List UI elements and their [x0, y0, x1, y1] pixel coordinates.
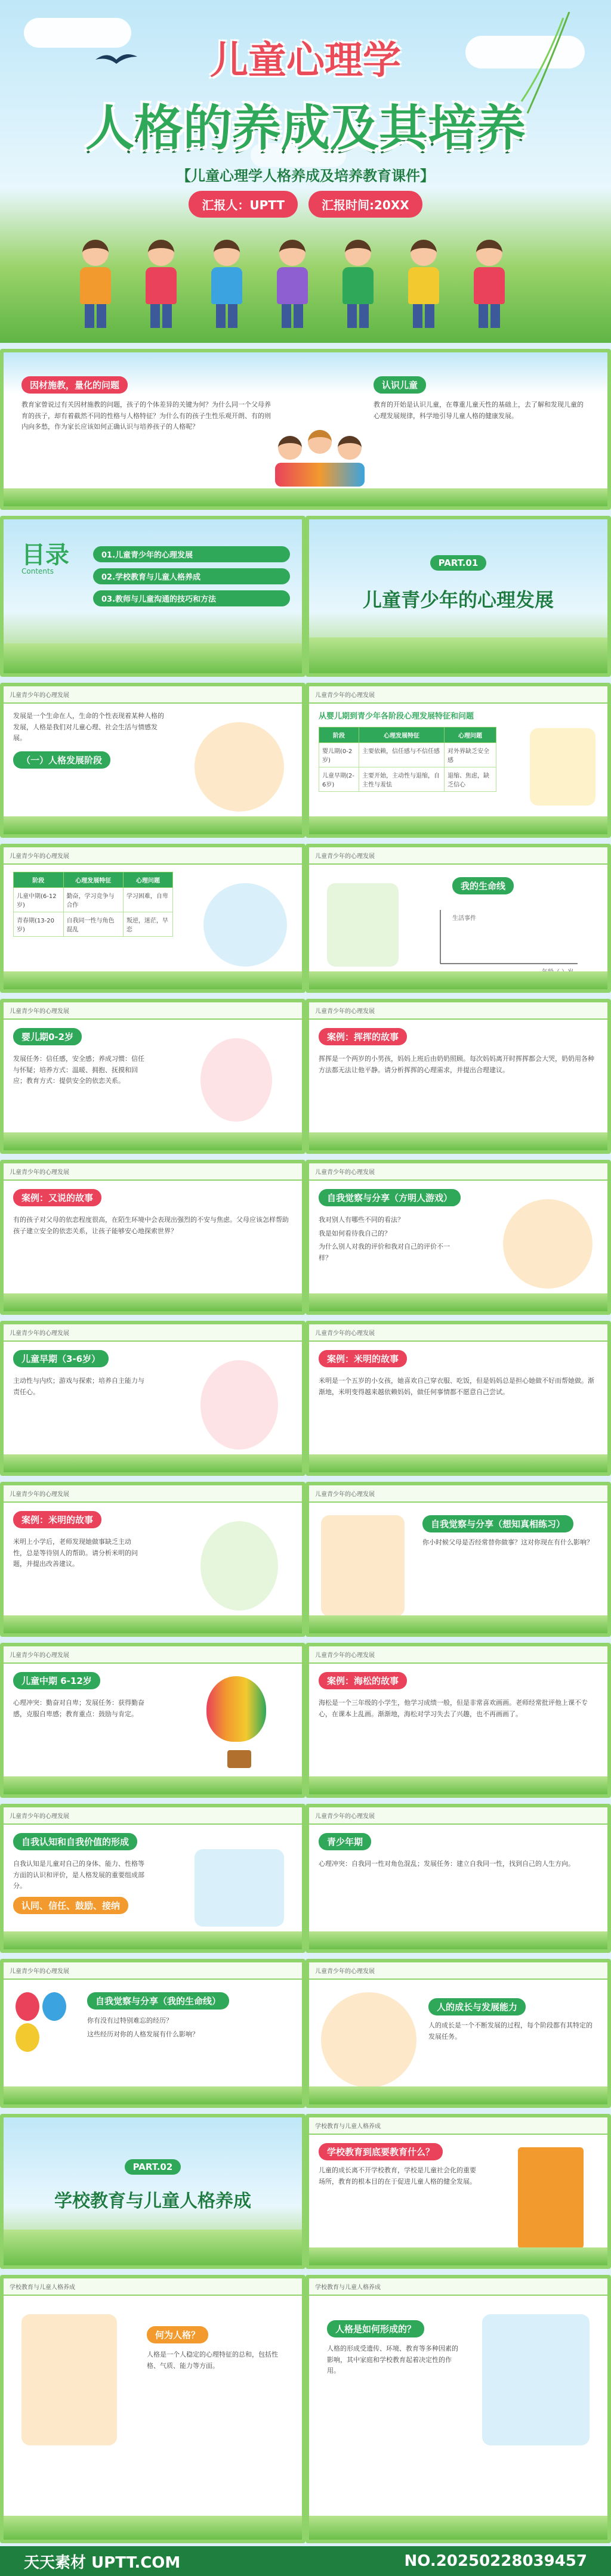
boy-books-illustration [503, 1199, 593, 1289]
s11-right-badge: 人的成长与发展能力 [428, 1998, 526, 2015]
s11-q1: 你有没有过特别难忘的经历？ [87, 2017, 172, 2024]
s6-q1: 我对别人有哪些不同的看法？ [319, 1216, 404, 1224]
hero-title-1: 儿童心理学 [210, 39, 401, 83]
lifeline-legend: 生活事件 [452, 915, 476, 922]
s11-badge: 自我觉察与分享（我的生命线） [87, 1992, 229, 2010]
hero-title-2: 人格的养成及其培养 [85, 100, 526, 157]
s13-right-text: 人格的形成受遗传、环境、教育等多种因素的影响，其中家庭和学校教育起着决定性的作用。 [327, 2345, 458, 2375]
s7-badge: 儿童早期（3-6岁） [13, 1350, 109, 1367]
stage-table-2: 阶段 心理发展特征 心理问题 儿童中期(6-12岁) 勤奋，学习竞争与合作 学习困难，自卑 青春期(13-20岁) 自我同一性与角色混乱 叛逆，迷茫，早恋 [13, 872, 173, 937]
slide-header: 学校教育与儿童人格养成 [309, 2278, 607, 2296]
slide-header: 儿童青少年的心理发展 [4, 1646, 302, 1664]
toc-item-3[interactable]: 03.教师与儿童沟通的技巧和方法 [93, 590, 290, 606]
s8-right-text: 你小时候父母是否经常替你做事？这对你现在有什么影响？ [422, 1538, 593, 1546]
hero-cover [0, 0, 611, 343]
slide-header: 儿童青少年的心理发展 [309, 1163, 607, 1181]
slide-10-right [306, 1804, 611, 1953]
kids-illustration [78, 227, 531, 328]
footer-watermark [0, 2546, 611, 2576]
toc-title: 目录 [21, 541, 69, 569]
s6-right-badge: 自我觉察与分享（方明人游戏） [319, 1189, 461, 1206]
baby-illustration [200, 1038, 272, 1122]
s12-right-text: 儿童的成长离不开学校教育，学校是儿童社会化的重要场所，教育的根本目的在于促进儿童人格的健全发展。 [319, 2166, 476, 2185]
s5-badge: 婴儿期0-2岁 [13, 1028, 82, 1045]
part2-label: PART.02 [125, 2159, 181, 2175]
lifeline-title: 我的生命线 [452, 877, 514, 894]
s6-q2: 我是如何看待我自己的？ [319, 1229, 391, 1237]
s3-left-badge: （一）人格发展阶段 [13, 751, 110, 769]
globe-kids-illustration [327, 883, 399, 967]
s9-badge: 儿童中期 6-12岁 [13, 1672, 100, 1689]
s6-badge: 案例：又说的故事 [13, 1189, 101, 1206]
stage-table [319, 727, 496, 792]
s9-right-badge: 案例：海松的故事 [319, 1672, 407, 1689]
part1-label: PART.01 [430, 555, 487, 571]
slide-header: 儿童青少年的心理发展 [4, 1324, 302, 1342]
s11-q2: 这些经历对你的人格发展有什么影响？ [87, 2030, 199, 2038]
s3-left-text: 发展是一个生命在人，生命的个性表现着某种人格的发展，人格是我们对儿童心理、社会生活与情感发展。 [13, 712, 164, 742]
balloon-illustration [206, 1676, 272, 1778]
toc-item-1[interactable]: 01.儿童青少年的心理发展 [93, 546, 290, 562]
slide-10-left [0, 1804, 306, 1953]
s9-right-text: 海松是一个三年级的小学生，他学习成绩一般，但是非常喜欢画画。老师经常批评他上课不专心，在课本上乱画。渐渐地，海松对学习失去了兴趣，也不再画画了。 [319, 1699, 588, 1718]
slide-3-left [0, 683, 306, 838]
s5-right-badge: 案例：挥挥的故事 [319, 1028, 407, 1045]
s7-right-text: 米明是一个五岁的小女孩，她喜欢自己穿衣服、吃饭，但是妈妈总是担心她做不好而帮她做。渐渐地，米明变得越来越依赖妈妈，做任何事情都不愿意自己尝试。 [319, 1377, 594, 1396]
slide-7-left [0, 1321, 306, 1476]
table-header: 心理发展特征 [359, 727, 445, 743]
s10-right-text: 心理冲突：自我同一性对角色混乱；发展任务：建立自我同一性，找到自己的人生方向。 [319, 1860, 575, 1868]
intro-left-badge: 因材施教，量化的问题 [21, 376, 128, 394]
s13-right-q: 人格是如何形成的？ [327, 2320, 424, 2337]
table-row: 儿童早期(2-6岁) 主要开始，主动性与退缩，自主性与羞怯 退缩、焦虑，缺乏信心 [319, 767, 496, 792]
slide-part-01 [306, 516, 611, 677]
slide-5-left [0, 999, 306, 1154]
slide-9-right [306, 1643, 611, 1798]
s8-badge: 案例：米明的故事 [13, 1511, 101, 1528]
family-illustration [321, 1992, 416, 2088]
s9-text: 心理冲突：勤奋对自卑；发展任务：获得勤奋感，克服自卑感；教育重点：鼓励与肯定。 [13, 1699, 144, 1718]
slide-header: 儿童青少年的心理发展 [309, 1324, 607, 1342]
slide-toc [0, 516, 306, 677]
slide-11-right [306, 1959, 611, 2108]
s13-left-q: 何为人格？ [147, 2326, 208, 2343]
girl-reading-illustration [530, 728, 595, 806]
slide-header: 儿童青少年的心理发展 [4, 1807, 302, 1825]
slide-header: 儿童青少年的心理发展 [309, 1002, 607, 1020]
s6-text: 有的孩子对父母的依恋程度很高，在陌生环境中会表现出强烈的不安与焦虑。父母应该怎样帮助孩子建立安全的依恋关系，让孩子能够安心地探索世界？ [13, 1216, 289, 1235]
s5-text: 发展任务：信任感，安全感；养成习惯：信任与怀疑；培养方式：温暖、拥抱、抚摸和回应；教育方式：提供安全的依恋关系。 [13, 1055, 144, 1085]
slide-4-right [306, 844, 611, 993]
slide-header: 儿童青少年的心理发展 [309, 847, 607, 865]
table-row: 青春期(13-20岁) 自我同一性与角色混乱 叛逆，迷茫，早恋 [14, 912, 173, 937]
table-row: 儿童中期(6-12岁) 勤奋，学习竞争与合作 学习困难，自卑 [14, 888, 173, 912]
s10-right-badge: 青少年期 [319, 1833, 371, 1850]
slide-header: 儿童青少年的心理发展 [4, 1485, 302, 1503]
s6-q3: 为什么别人对我的评价和我对自己的评价不一样？ [319, 1243, 450, 1262]
slide-header: 儿童青少年的心理发展 [4, 686, 302, 704]
slide-header: 儿童青少年的心理发展 [4, 1163, 302, 1181]
slide-11-left [0, 1959, 306, 2108]
slide-header: 儿童青少年的心理发展 [309, 1485, 607, 1503]
s7-text: 主动性与内疚；游戏与探索；培养自主能力与责任心。 [13, 1377, 144, 1396]
footer-right: NO.20250228039457 [404, 2552, 587, 2570]
hero-meta [0, 191, 611, 218]
teacher-illustration [195, 722, 284, 812]
mother-child-illustration [321, 1515, 405, 1617]
reporter-pill: 汇报人：UPTT [189, 191, 298, 218]
slide-6-left [0, 1160, 306, 1315]
girl-illustration [200, 1360, 278, 1450]
hero-subtitle: 【儿童心理学人格养成及培养教育课件】 [177, 168, 434, 184]
intro-right-badge: 认识儿童 [374, 376, 426, 394]
slide-5-right [306, 999, 611, 1154]
s8-right-badge: 自我觉察与分享（想知真相练习） [422, 1515, 573, 1532]
s10-keywords: 认同、信任、鼓励、接纳 [13, 1897, 128, 1914]
table-row: 婴儿期(0-2岁) 主要依赖，信任感与不信任感 对外界缺乏安全感 [319, 743, 496, 767]
slide-8-right [306, 1482, 611, 1637]
part1-title: 儿童青少年的心理发展 [362, 589, 554, 611]
slide-8-left [0, 1482, 306, 1637]
slide-header: 儿童青少年的心理发展 [309, 1962, 607, 1980]
s11-right-text: 人的成长是一个不断发展的过程，每个阶段都有其特定的发展任务。 [428, 2021, 593, 2041]
toc-item-2[interactable]: 02.学校教育与儿童人格养成 [93, 568, 290, 584]
slide-header: 儿童青少年的心理发展 [309, 1807, 607, 1825]
slide-header: 学校教育与儿童人格养成 [309, 2117, 607, 2135]
kids-clapping-illustration [195, 1849, 284, 1927]
lifeline-axis [428, 904, 584, 976]
table-header: 心理问题 [445, 727, 496, 743]
slide-13-right [306, 2275, 611, 2543]
kids-group-illustration [272, 424, 368, 490]
kids-studying-illustration [203, 883, 287, 967]
table-header: 阶段 [319, 727, 359, 743]
slide-header: 学校教育与儿童人格养成 [4, 2278, 302, 2296]
s7-right-badge: 案例：米明的故事 [319, 1350, 407, 1367]
slide-13-left [0, 2275, 306, 2543]
footer-left: 天天素材 UPTT.COM [24, 2553, 181, 2572]
s3-right-title: 从婴儿期到青少年各阶段心理发展特征和问题 [319, 712, 474, 721]
slide-header: 儿童青少年的心理发展 [4, 1962, 302, 1980]
part2-title: 学校教育与儿童人格养成 [54, 2191, 251, 2212]
slide-part-02 [0, 2114, 306, 2269]
slide-9-left [0, 1643, 306, 1798]
slide-header: 儿童青少年的心理发展 [4, 1002, 302, 1020]
slide-header: 儿童青少年的心理发展 [4, 847, 302, 865]
intro-right-text: 教育的开始是认识儿童，在尊重儿童天性的基础上，去了解和发现儿童的心理发展规律，科学地引导儿童人格的健康发展。 [374, 401, 584, 420]
intro-left-text: 教育家曾说过有关因材施教的问题，孩子的个体差异的关键为何？为什么同一个父母养育的孩子，却有着截然不同的性格与人格特征？为什么有的孩子生性乐观开朗、有的则内向多愁，作为家长应该如何正确认识与培养孩子的人格呢？ [21, 401, 271, 431]
slide-header: 儿童青少年的心理发展 [309, 686, 607, 704]
toc-sub: Contents [21, 567, 54, 575]
slide-intro [0, 349, 611, 510]
door-illustration [518, 2147, 584, 2249]
slide-6-right [306, 1160, 611, 1315]
s10-text: 自我认知是儿童对自己的身体、能力、性格等方面的认识和评价，是人格发展的重要组成部分。 [13, 1860, 144, 1890]
teacher-pointer-illustration [21, 2314, 117, 2445]
s10-badge: 自我认知和自我价值的形成 [13, 1833, 137, 1850]
slide-12-right [306, 2114, 611, 2269]
s8-text: 米明上小学后，老师发现她做事缺乏主动性，总是等待别人的帮助。请分析米明的问题，并提出改善建议。 [13, 1538, 138, 1568]
s12-right-badge: 学校教育到底要教育什么？ [319, 2143, 443, 2160]
slide-header: 儿童青少年的心理发展 [309, 1646, 607, 1664]
date-pill: 汇报时间:20XX [308, 191, 422, 218]
slide-7-right [306, 1321, 611, 1476]
s5-right-text: 挥挥是一个两岁的小男孩，妈妈上班后由奶奶照顾。每次妈妈离开时挥挥都会大哭，奶奶用各种方法都无法让他平静。请分析挥挥的心理需求，并提出合理建议。 [319, 1055, 594, 1074]
slide-3-right [306, 683, 611, 838]
s13-left-text: 人格是一个人稳定的心理特征的总和，包括性格、气质、能力等方面。 [147, 2351, 278, 2370]
balloons-illustration [16, 1992, 75, 2082]
kids-reading-illustration [482, 2314, 590, 2445]
slide-4-left [0, 844, 306, 993]
boy-thinking-illustration [200, 1521, 278, 1611]
